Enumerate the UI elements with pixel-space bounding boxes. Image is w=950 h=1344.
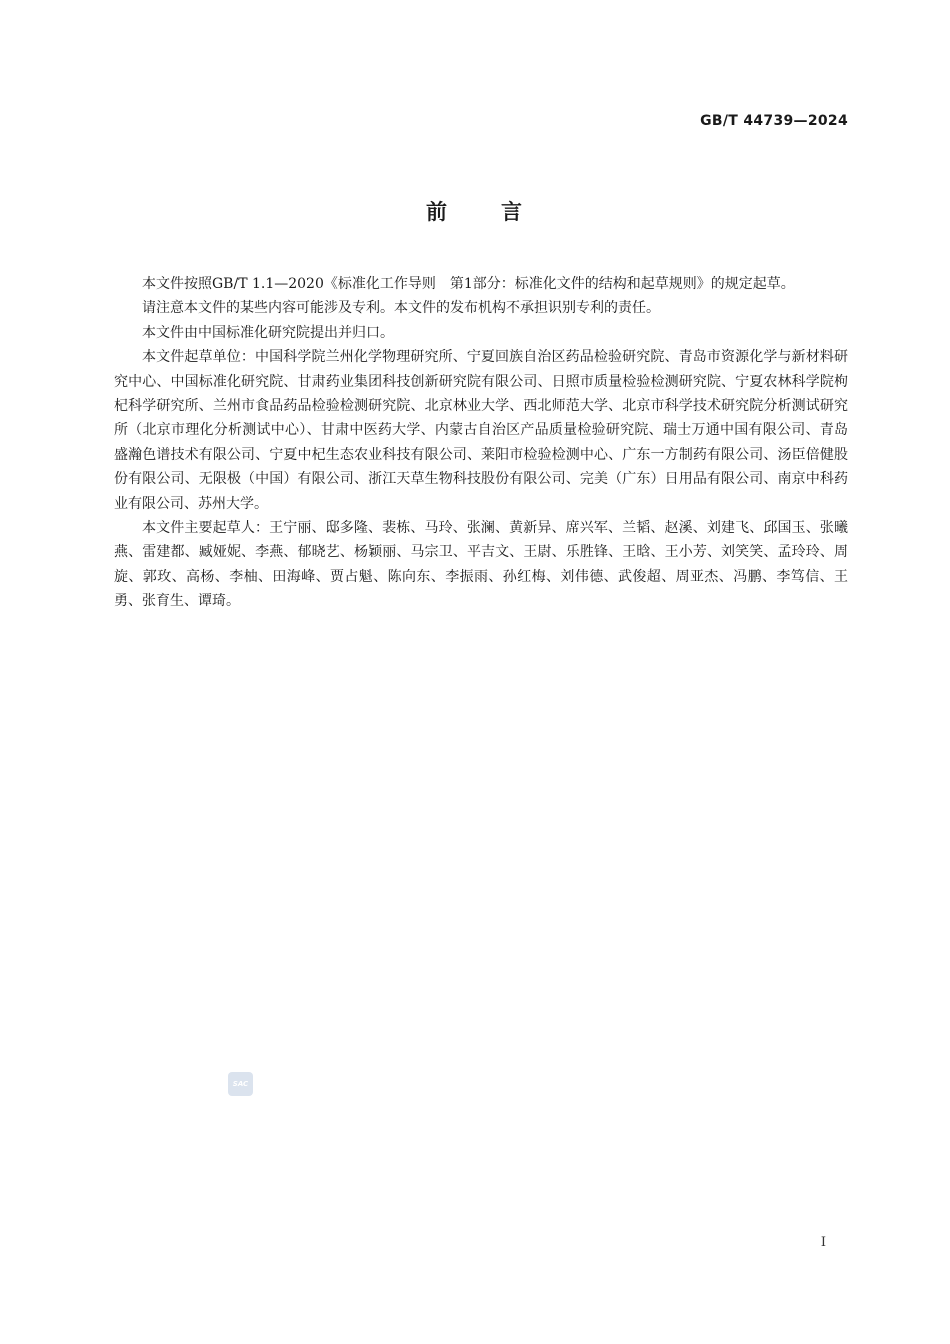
page-number: I <box>820 1235 826 1250</box>
title-char-1: 前 <box>426 200 449 224</box>
title-char-2: 言 <box>501 200 524 224</box>
paragraph-drafting-rules: 本文件按照GB/T 1.1—2020《标准化工作导则 第1部分：标准化文件的结构和起草规则》的规定起草。 <box>142 276 795 292</box>
page-title <box>0 196 950 226</box>
paragraph-patent-notice: 请注意本文件的某些内容可能涉及专利。本文件的发布机构不承担识别专利的责任。 <box>142 300 660 317</box>
standard-code: GB/T 44739—2024 <box>700 113 848 129</box>
sac-watermark-logo <box>228 1072 253 1096</box>
foreword-body <box>114 272 848 614</box>
paragraph-drafting-units: 本文件起草单位：中国科学院兰州化学物理研究所、宁夏回族自治区药品检验研究院、青岛市资源化学与新材料研究中心、中国标准化研究院、甘肃药业集团科技创新研究院有限公司、日照市质量检验检测研究院、宁夏农林科学院枸杞科学研究所、兰州市食品药品检验检测研究院、北京林业大学、西北师范大学、北京市科学技术研究院分析测试研究所（北京市理化分析测试中心）、甘肃中医药大学、内蒙古自治区产品质量检验研究院、瑞士万通中国有限公司、青岛盛瀚色谱技术有限公司、宁夏中杞生态农业科技有限公司、莱阳市检验检测中心、广东一方制药有限公司、汤臣倍健股份有限公司、无限极（中国）有限公司、浙江天草生物科技股份有限公司、完美（广东）日用品有限公司、南京中科药业有限公司、苏州大学。 <box>114 349 848 512</box>
watermark-text: SAC <box>232 1080 249 1088</box>
paragraph-proposer: 本文件由中国标准化研究院提出并归口。 <box>142 324 394 341</box>
paragraph-drafters: 本文件主要起草人：王宁丽、邸多隆、裴栋、马玲、张澜、黄新异、席兴军、兰韬、赵溪、刘建飞、邱国玉、张曦燕、雷建都、臧娅妮、李燕、郁晓艺、杨颖丽、马宗卫、平吉文、王尉、乐胜锋、王晗、王小芳、刘笑笑、孟玲玲、周旋、郭玫、高杨、李柚、田海峰、贾占魁、陈向东、李振雨、孙红梅、刘伟德、武俊超、周亚杰、冯鹏、李笃信、王勇、张育生、谭琦。 <box>114 520 848 610</box>
